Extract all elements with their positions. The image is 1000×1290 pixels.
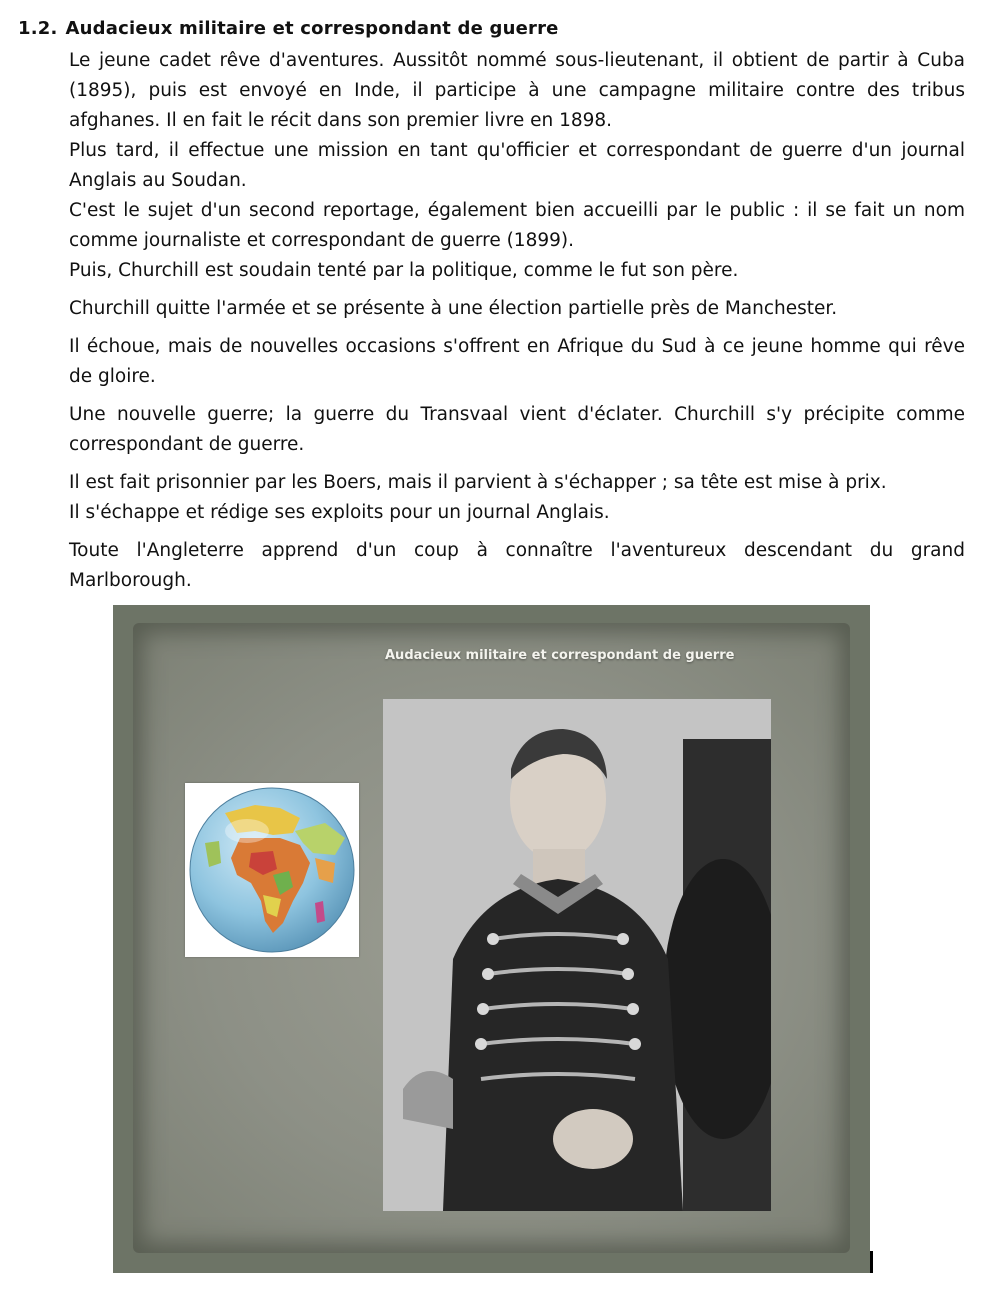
section-heading xyxy=(18,18,559,39)
paragraph: Plus tard, il effectue une mission en tant qu'officier et correspondant de guerre d'un journal Anglais au Soudan. xyxy=(69,140,965,191)
paragraph: Il est fait prisonnier par les Boers, mais il parvient à s'échapper ; sa tête est mise à prix. xyxy=(69,472,887,493)
paragraph: Il échoue, mais de nouvelles occasions s'offrent en Afrique du Sud à ce jeune homme qui rêve de gloire. xyxy=(69,336,965,387)
paragraph: Puis, Churchill est soudain tenté par la politique, comme le fut son père. xyxy=(69,260,739,281)
globe-africa-icon xyxy=(185,783,359,957)
slide-title: Audacieux militaire et correspondant de guerre xyxy=(385,648,735,663)
paragraph: Toute l'Angleterre apprend d'un coup à connaître l'aventureux descendant du grand Marlborough. xyxy=(69,540,965,591)
document-body xyxy=(69,46,965,596)
paragraph: Le jeune cadet rêve d'aventures. Aussitôt nommé sous-lieutenant, il obtient de partir à Cuba (1895), puis est envoyé en Inde, il participe à une campagne militaire contre des tribus afghanes. Il en fait le récit dans son premier livre en 1898. xyxy=(69,50,965,131)
section-title: Audacieux militaire et correspondant de guerre xyxy=(65,18,559,39)
paragraph: Churchill quitte l'armée et se présente à une élection partielle près de Manchester. xyxy=(69,298,838,319)
slide-image xyxy=(113,605,870,1273)
paragraph: Il s'échappe et rédige ses exploits pour un journal Anglais. xyxy=(69,502,610,523)
young-officer-portrait xyxy=(383,699,771,1211)
paragraph: C'est le sujet d'un second reportage, également bien accueilli par le public : il se fait un nom comme journaliste et correspondant de guerre (1899). xyxy=(69,200,965,251)
text-cursor-mark xyxy=(870,1251,873,1273)
section-number: 1.2. xyxy=(18,18,58,39)
paragraph: Une nouvelle guerre; la guerre du Transvaal vient d'éclater. Churchill s'y précipite comme correspondant de guerre. xyxy=(69,404,965,455)
